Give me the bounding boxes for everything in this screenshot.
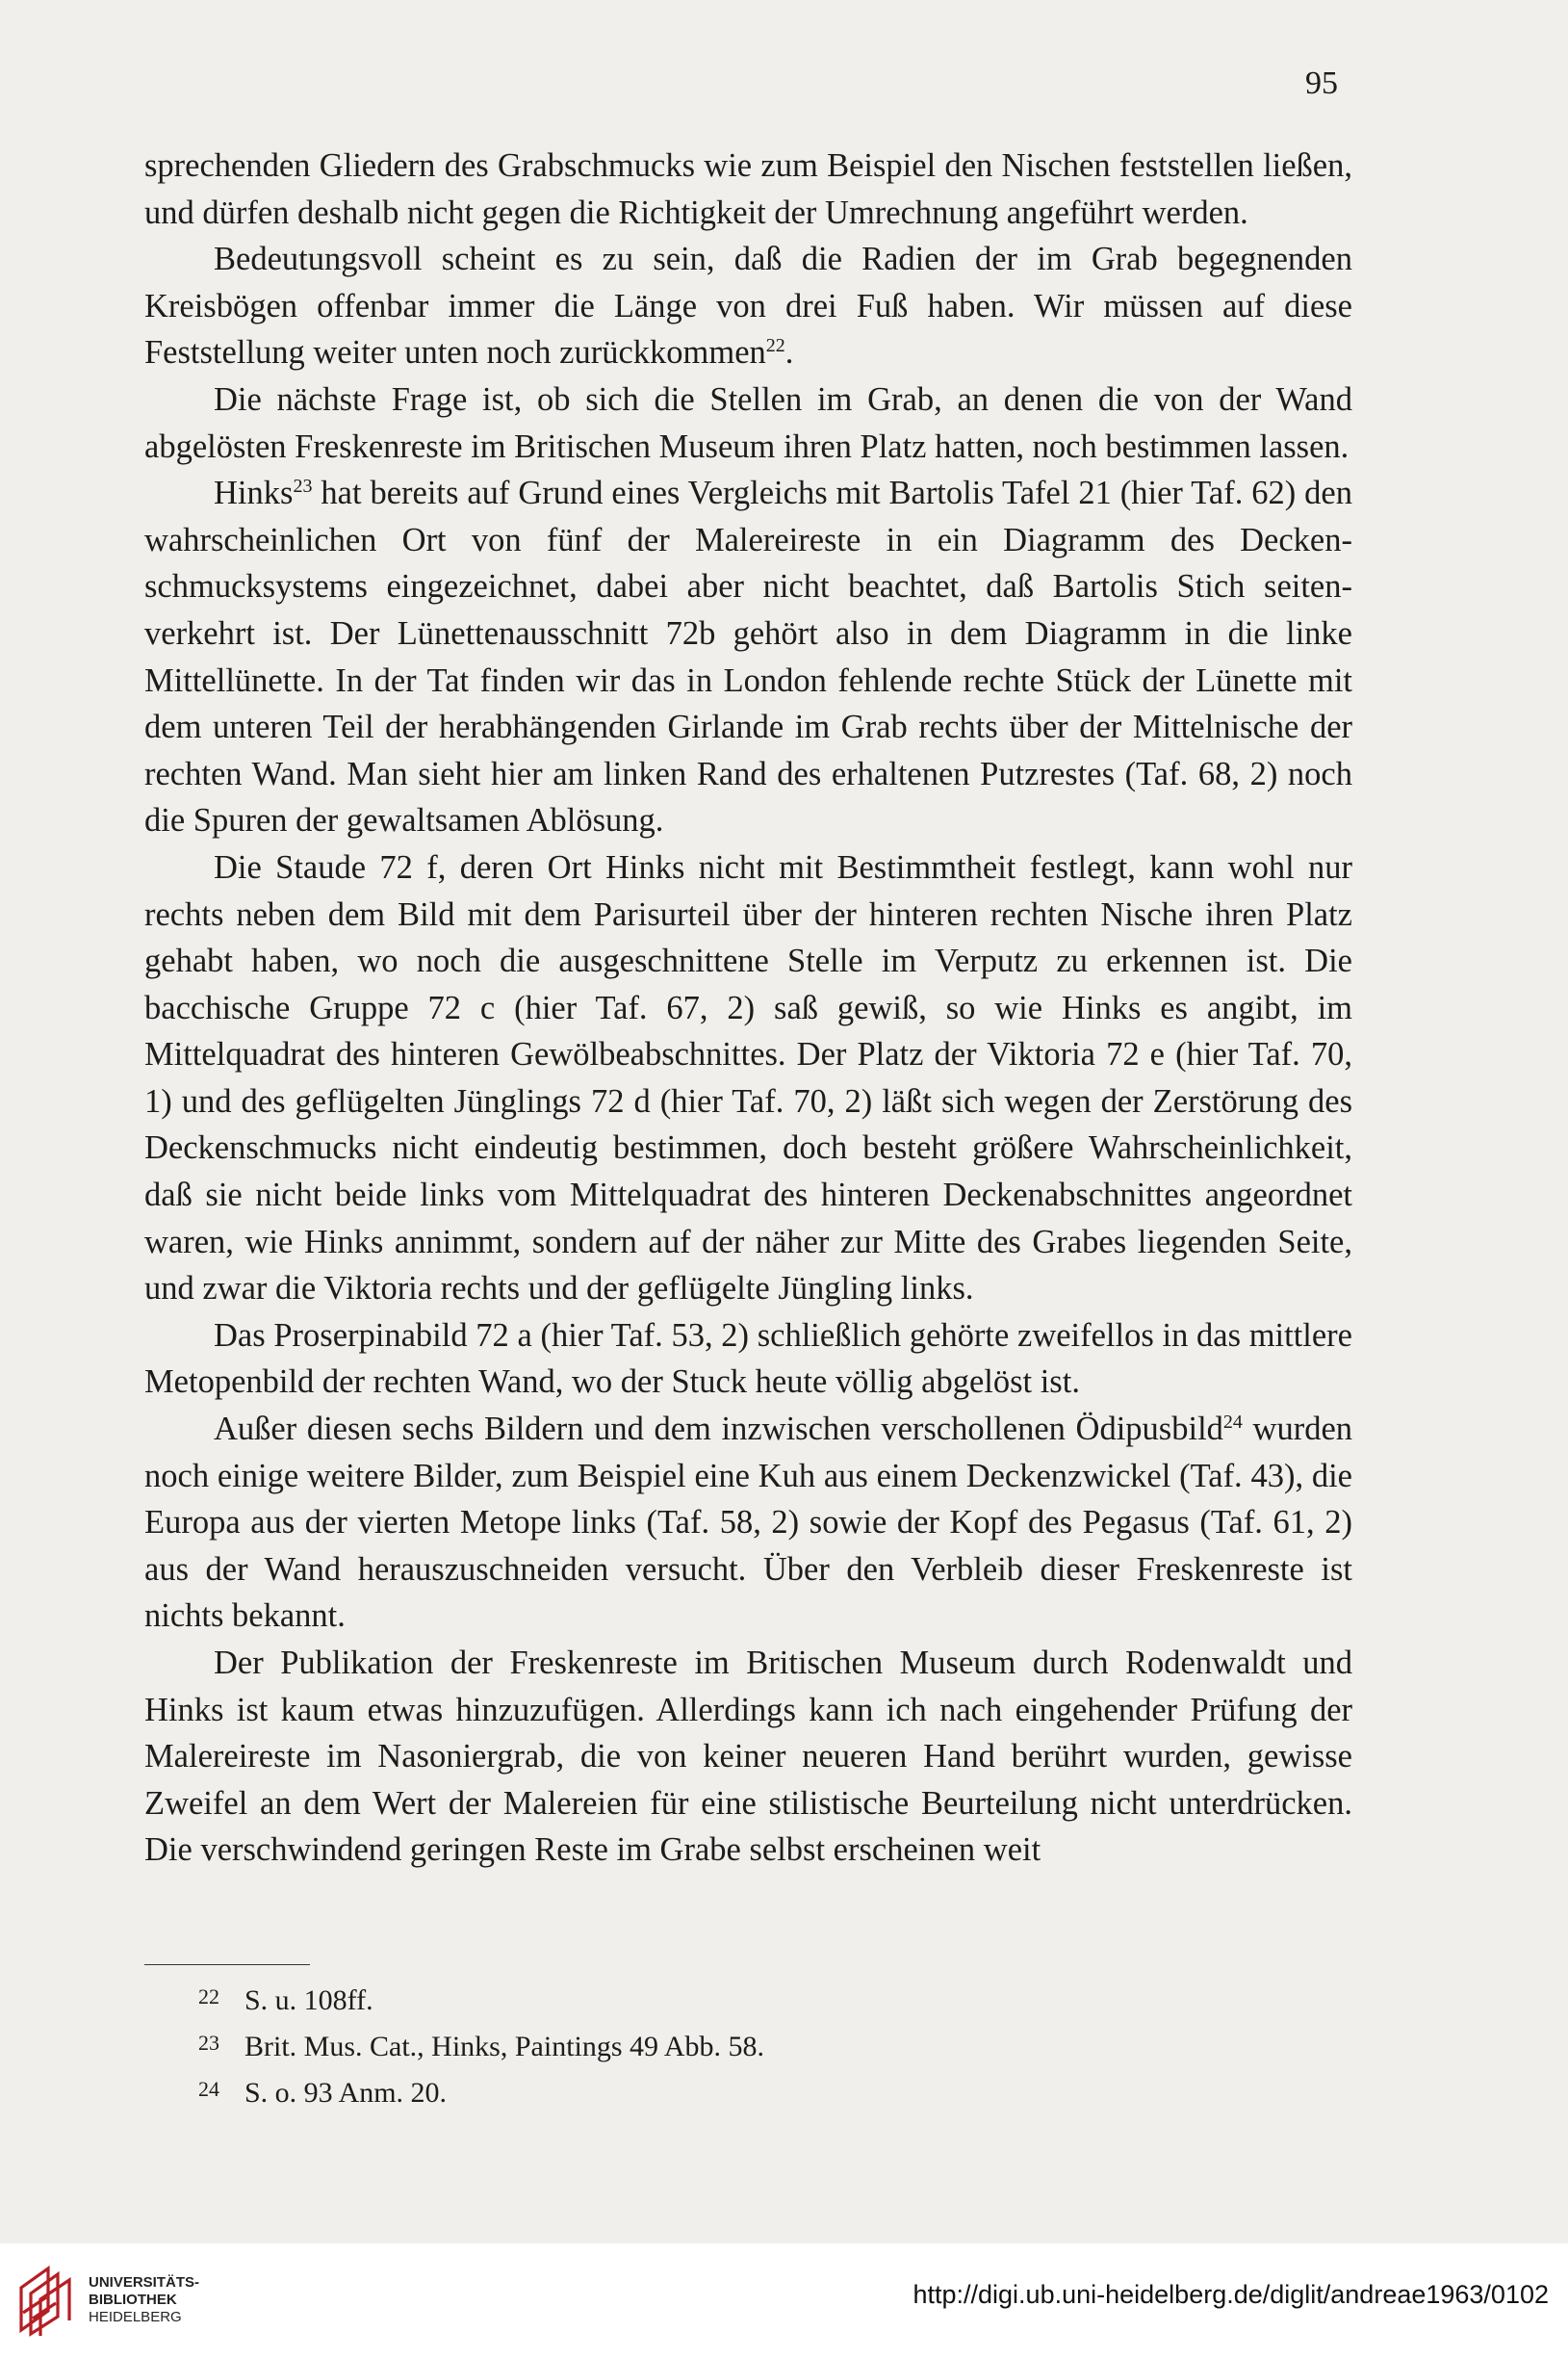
page-number: 95: [1305, 65, 1338, 101]
footnote-number: 23: [198, 2031, 219, 2055]
footnote: [198, 1976, 1257, 2022]
footnote: [198, 2068, 1257, 2114]
footnote-number: 22: [198, 1984, 219, 2008]
library-logo-icon[interactable]: [13, 2259, 79, 2338]
footnote-text: S. o. 93 Anm. 20.: [244, 2077, 448, 2109]
paragraph: Hinks$^{23}$ hat bereits auf Grund eines Vergleichs mit Bartolis Tafel 21 (hier Taf. 62) den wahrscheinlichen Ort von fünf der Malereireste in ein Diagramm des Deckenschmucksystems eingezeichnet, dabei aber nicht beachtet, daß Bartolis Stich seitenverkehrt ist. Der Lünettenausschnitt 72b gehört also in dem Diagramm in die linke Mittellünette. In der Tat finden wir das in London fehlende rechte Stück der Lünette mit dem unteren Teil der herabhängenden Girlande im Grab rechts über der Mittelnische der rechten Wand. Man sieht hier am linken Rand des erhaltenen Putzrestes (Taf. 68, 2) noch die Spuren der gewaltsamen Ablösung.: [144, 475, 1352, 840]
document-url[interactable]: http://digi.ub.uni-heidelberg.de/diglit/andreae1963/0102: [913, 2280, 1549, 2309]
footnote-divider: [144, 1964, 310, 1965]
paragraph: sprechenden Gliedern des Grabschmucks wie zum Beispiel den Nischen feststellen ließen, und dürfen deshalb nicht gegen die Richtigkeit der Umrechnung angeführt werden.: [144, 147, 1352, 231]
paragraph: Das Proserpinabild 72 a (hier Taf. 53, 2) schließlich gehörte zweifellos in das mittlere Metopenbild der rechten Wand, wo der Stuck heute völlig abgelöst ist.: [144, 1316, 1352, 1401]
footnote: [198, 2022, 1257, 2068]
footnote-text: S. u. 108ff.: [244, 1984, 373, 2016]
paragraph: Bedeutungsvoll scheint es zu sein, daß die Radien der im Grab begegnenden Kreisbögen offenbar immer die Länge von drei Fuß haben. Wir müssen auf diese Feststellung weiter unten noch zurückkommen$^{22}$.: [144, 241, 1352, 372]
footnote-text: Brit. Mus. Cat., Hinks, Paintings 49 Abb. 58.: [244, 2031, 765, 2062]
body-text: [144, 143, 1352, 1874]
footnote-ref[interactable]: 22: [765, 335, 785, 357]
library-name: UNIVERSITÄTS- BIBLIOTHEK HEIDELBERG: [89, 2274, 200, 2325]
paragraph: Der Publikation der Freskenreste im Britischen Museum durch Rodenwaldt und Hinks ist kaum etwas hinzuzufügen. Allerdings kann ich nach eingehender Prüfung der Malereireste im Nasoniergrab, die von keiner neueren Hand berührt wurden, gewisse Zweifel an dem Wert der Malereien für eine stilistische Beurteilung nicht unterdrücken. Die verschwindend geringen Reste im Grabe selbst erscheinen weit: [144, 1645, 1352, 1869]
footnotes: [198, 1976, 1257, 2114]
footnote-ref[interactable]: 23: [293, 476, 313, 498]
footnote-ref[interactable]: 24: [1222, 1412, 1243, 1434]
paragraph: Die nächste Frage ist, ob sich die Stellen im Grab, an denen die von der Wand abgelösten Freskenreste im Britischen Museum ihren Platz hatten, noch bestimmen lassen.: [144, 380, 1352, 465]
footnote-number: 24: [198, 2077, 219, 2101]
paragraph: Außer diesen sechs Bildern und dem inzwischen verschollenen Ödipusbild$^{24}$ wurden noch einige weitere Bilder, zum Beispiel eine Kuh aus einem Deckenzwickel (Taf. 43), die Europa aus der vierten Metope links (Taf. 58, 2) sowie der Kopf des Pegasus (Taf. 61, 2) aus der Wand herauszuschneiden versucht. Über den Verbleib dieser Freskenreste ist nichts bekannt.: [144, 1411, 1353, 1635]
paragraph: Die Staude 72 f, deren Ort Hinks nicht mit Bestimmtheit festlegt, kann wohl nur rechts neben dem Bild mit dem Parisurteil über der hinteren rechten Nische ihren Platz gehabt haben, wo noch die ausgeschnittene Stelle im Verputz zu erkennen ist. Die bacchische Gruppe 72 c (hier Taf. 67, 2) saß gewiß, so wie Hinks es angibt, im Mittelquadrat des hinteren Gewölbeabschnittes. Der Platz der Viktoria 72 e (hier Taf. 70, 1) und des geflügelten Jünglings 72 d (hier Taf. 70, 2) läßt sich wegen der Zerstörung des Deckenschmucks nicht eindeutig bestimmen, doch besteht größere Wahrscheinlichkeit, daß sie nicht beide links vom Mittelquadrat des hinteren Deckenabschnittes angeordnet waren, wie Hinks annimmt, sondern auf der näher zur Mitte des Grabes liegenden Seite, und zwar die Viktoria rechts und der geflügelte Jüngling links.: [144, 848, 1352, 1308]
footer-bar: [0, 2243, 1568, 2358]
